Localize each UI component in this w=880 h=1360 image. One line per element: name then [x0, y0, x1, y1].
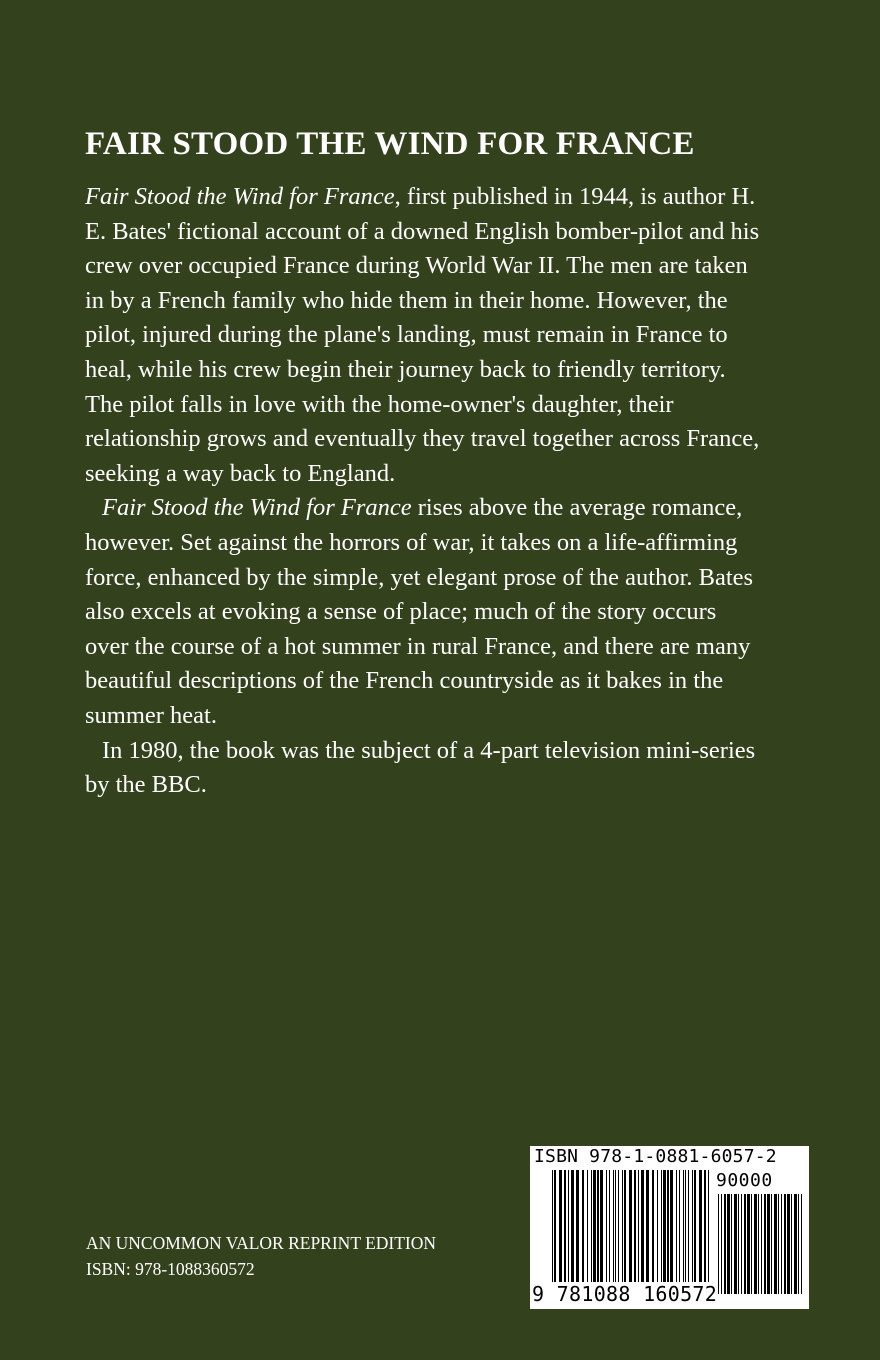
barcode-bar	[787, 1194, 790, 1294]
barcode-bar	[641, 1170, 644, 1282]
barcode	[530, 1146, 809, 1309]
edition-isbn: ISBN: 978-1088360572	[86, 1259, 255, 1279]
barcode-bar	[564, 1170, 566, 1282]
barcode-bar	[582, 1170, 584, 1282]
barcode-bar	[554, 1170, 556, 1282]
barcode-bar	[593, 1170, 596, 1282]
barcode-bar	[784, 1194, 786, 1294]
barcode-bar	[794, 1194, 797, 1294]
barcode-bar	[609, 1170, 610, 1282]
blurb-title-italic-2: Fair Stood the Wind for France	[102, 494, 412, 522]
barcode-bar	[679, 1170, 680, 1282]
barcode-bar	[600, 1170, 603, 1282]
edition-label: AN UNCOMMON VALOR REPRINT EDITION	[86, 1233, 437, 1253]
barcode-bar	[778, 1194, 779, 1294]
barcode-digits: 9 781088 160572	[532, 1282, 718, 1306]
barcode-bar	[751, 1194, 752, 1294]
barcode-bar	[618, 1170, 619, 1282]
barcode-bar	[667, 1170, 669, 1282]
barcode-bar	[587, 1170, 588, 1282]
barcode-bar	[624, 1170, 626, 1282]
barcode-bar	[731, 1194, 732, 1294]
blurb	[85, 180, 765, 803]
blurb-title-italic-1: Fair Stood the Wind for France	[85, 183, 395, 210]
barcode-bar	[721, 1194, 722, 1294]
barcode-bar	[692, 1170, 693, 1282]
barcode-bar	[591, 1170, 592, 1282]
barcode-bar	[791, 1194, 792, 1294]
barcode-bar	[727, 1194, 730, 1294]
barcode-bar	[761, 1194, 762, 1294]
barcode-bar	[718, 1194, 719, 1294]
barcode-bar	[771, 1194, 772, 1294]
barcode-bar	[663, 1170, 666, 1282]
barcode-bar	[552, 1170, 553, 1282]
blurb-text-3: In 1980, the book was the subject of a 4-part television mini-series by the BBC.	[85, 736, 756, 799]
barcode-bar	[694, 1170, 696, 1282]
barcode-bar	[571, 1170, 574, 1282]
barcode-bar	[597, 1170, 599, 1282]
barcode-bar	[781, 1194, 782, 1294]
barcode-bar	[774, 1194, 777, 1294]
barcode-bar	[704, 1170, 706, 1282]
barcode-bar	[613, 1170, 614, 1282]
barcode-bar	[758, 1194, 759, 1294]
barcode-bar	[559, 1170, 562, 1282]
barcode-bar	[661, 1170, 662, 1282]
barcode-bar	[670, 1170, 673, 1282]
barcode-bar	[699, 1170, 702, 1282]
barcode-bar	[606, 1170, 607, 1282]
barcode-bar	[738, 1194, 739, 1294]
blurb-paragraph-3	[85, 734, 765, 803]
barcode-bar	[622, 1170, 623, 1282]
barcode-bar	[676, 1170, 677, 1282]
barcode-bar	[685, 1170, 686, 1282]
barcode-bar	[801, 1194, 802, 1294]
barcode-isbn-label: ISBN 978-1-0881-6057-2	[534, 1146, 777, 1167]
barcode-bar	[798, 1194, 799, 1294]
book-title: FAIR STOOD THE WIND FOR FRANCE	[85, 126, 695, 162]
edition-info	[86, 1230, 436, 1282]
barcode-bar	[688, 1170, 689, 1282]
barcode-bar	[734, 1194, 737, 1294]
barcode-bar	[629, 1170, 632, 1282]
barcode-bar	[767, 1194, 770, 1294]
blurb-paragraph-2	[85, 491, 765, 733]
barcode-bar	[568, 1170, 569, 1282]
barcode-bar	[683, 1170, 684, 1282]
barcode-bar	[741, 1194, 742, 1294]
barcode-bar	[747, 1194, 750, 1294]
blurb-text-1: , first published in 1944, is author H. E. Bates' fictional account of a downed English bomber-pilot and his crew over occupied France during World War II. The men are taken in by a French family who hide them in their home. However, the pilot, injured during the plane's landing, must remain in France to heal, while his crew begin their journey back to friendly territory. The pilot falls in love with the home-owner's daughter, their relationship grows and eventually they travel together across France, seeking a way back to England.	[85, 183, 760, 487]
barcode-bar	[646, 1170, 649, 1282]
barcode-bar	[744, 1194, 746, 1294]
barcode-addon-digits: 90000	[716, 1170, 773, 1191]
barcode-bar	[708, 1170, 709, 1282]
barcode-bar	[615, 1170, 616, 1282]
barcode-bar	[652, 1170, 654, 1282]
barcode-bar	[638, 1170, 639, 1282]
barcode-bar	[754, 1194, 757, 1294]
barcode-bar	[576, 1170, 579, 1282]
barcode-bar	[724, 1194, 726, 1294]
blurb-paragraph-1	[85, 180, 765, 491]
blurb-text-2: rises above the average romance, however. Set against the horrors of war, it takes on a life-affirming force, enhanced by the simple, yet elegant prose of the author. Bates also excels at evoking a sense of place; much of the story occurs over the course of a hot summer in rural France, and there are many beautiful descriptions of the French countryside as it bakes in the summer heat.	[85, 494, 754, 729]
barcode-bar	[657, 1170, 658, 1282]
barcode-bar	[634, 1170, 636, 1282]
barcode-bar	[764, 1194, 766, 1294]
